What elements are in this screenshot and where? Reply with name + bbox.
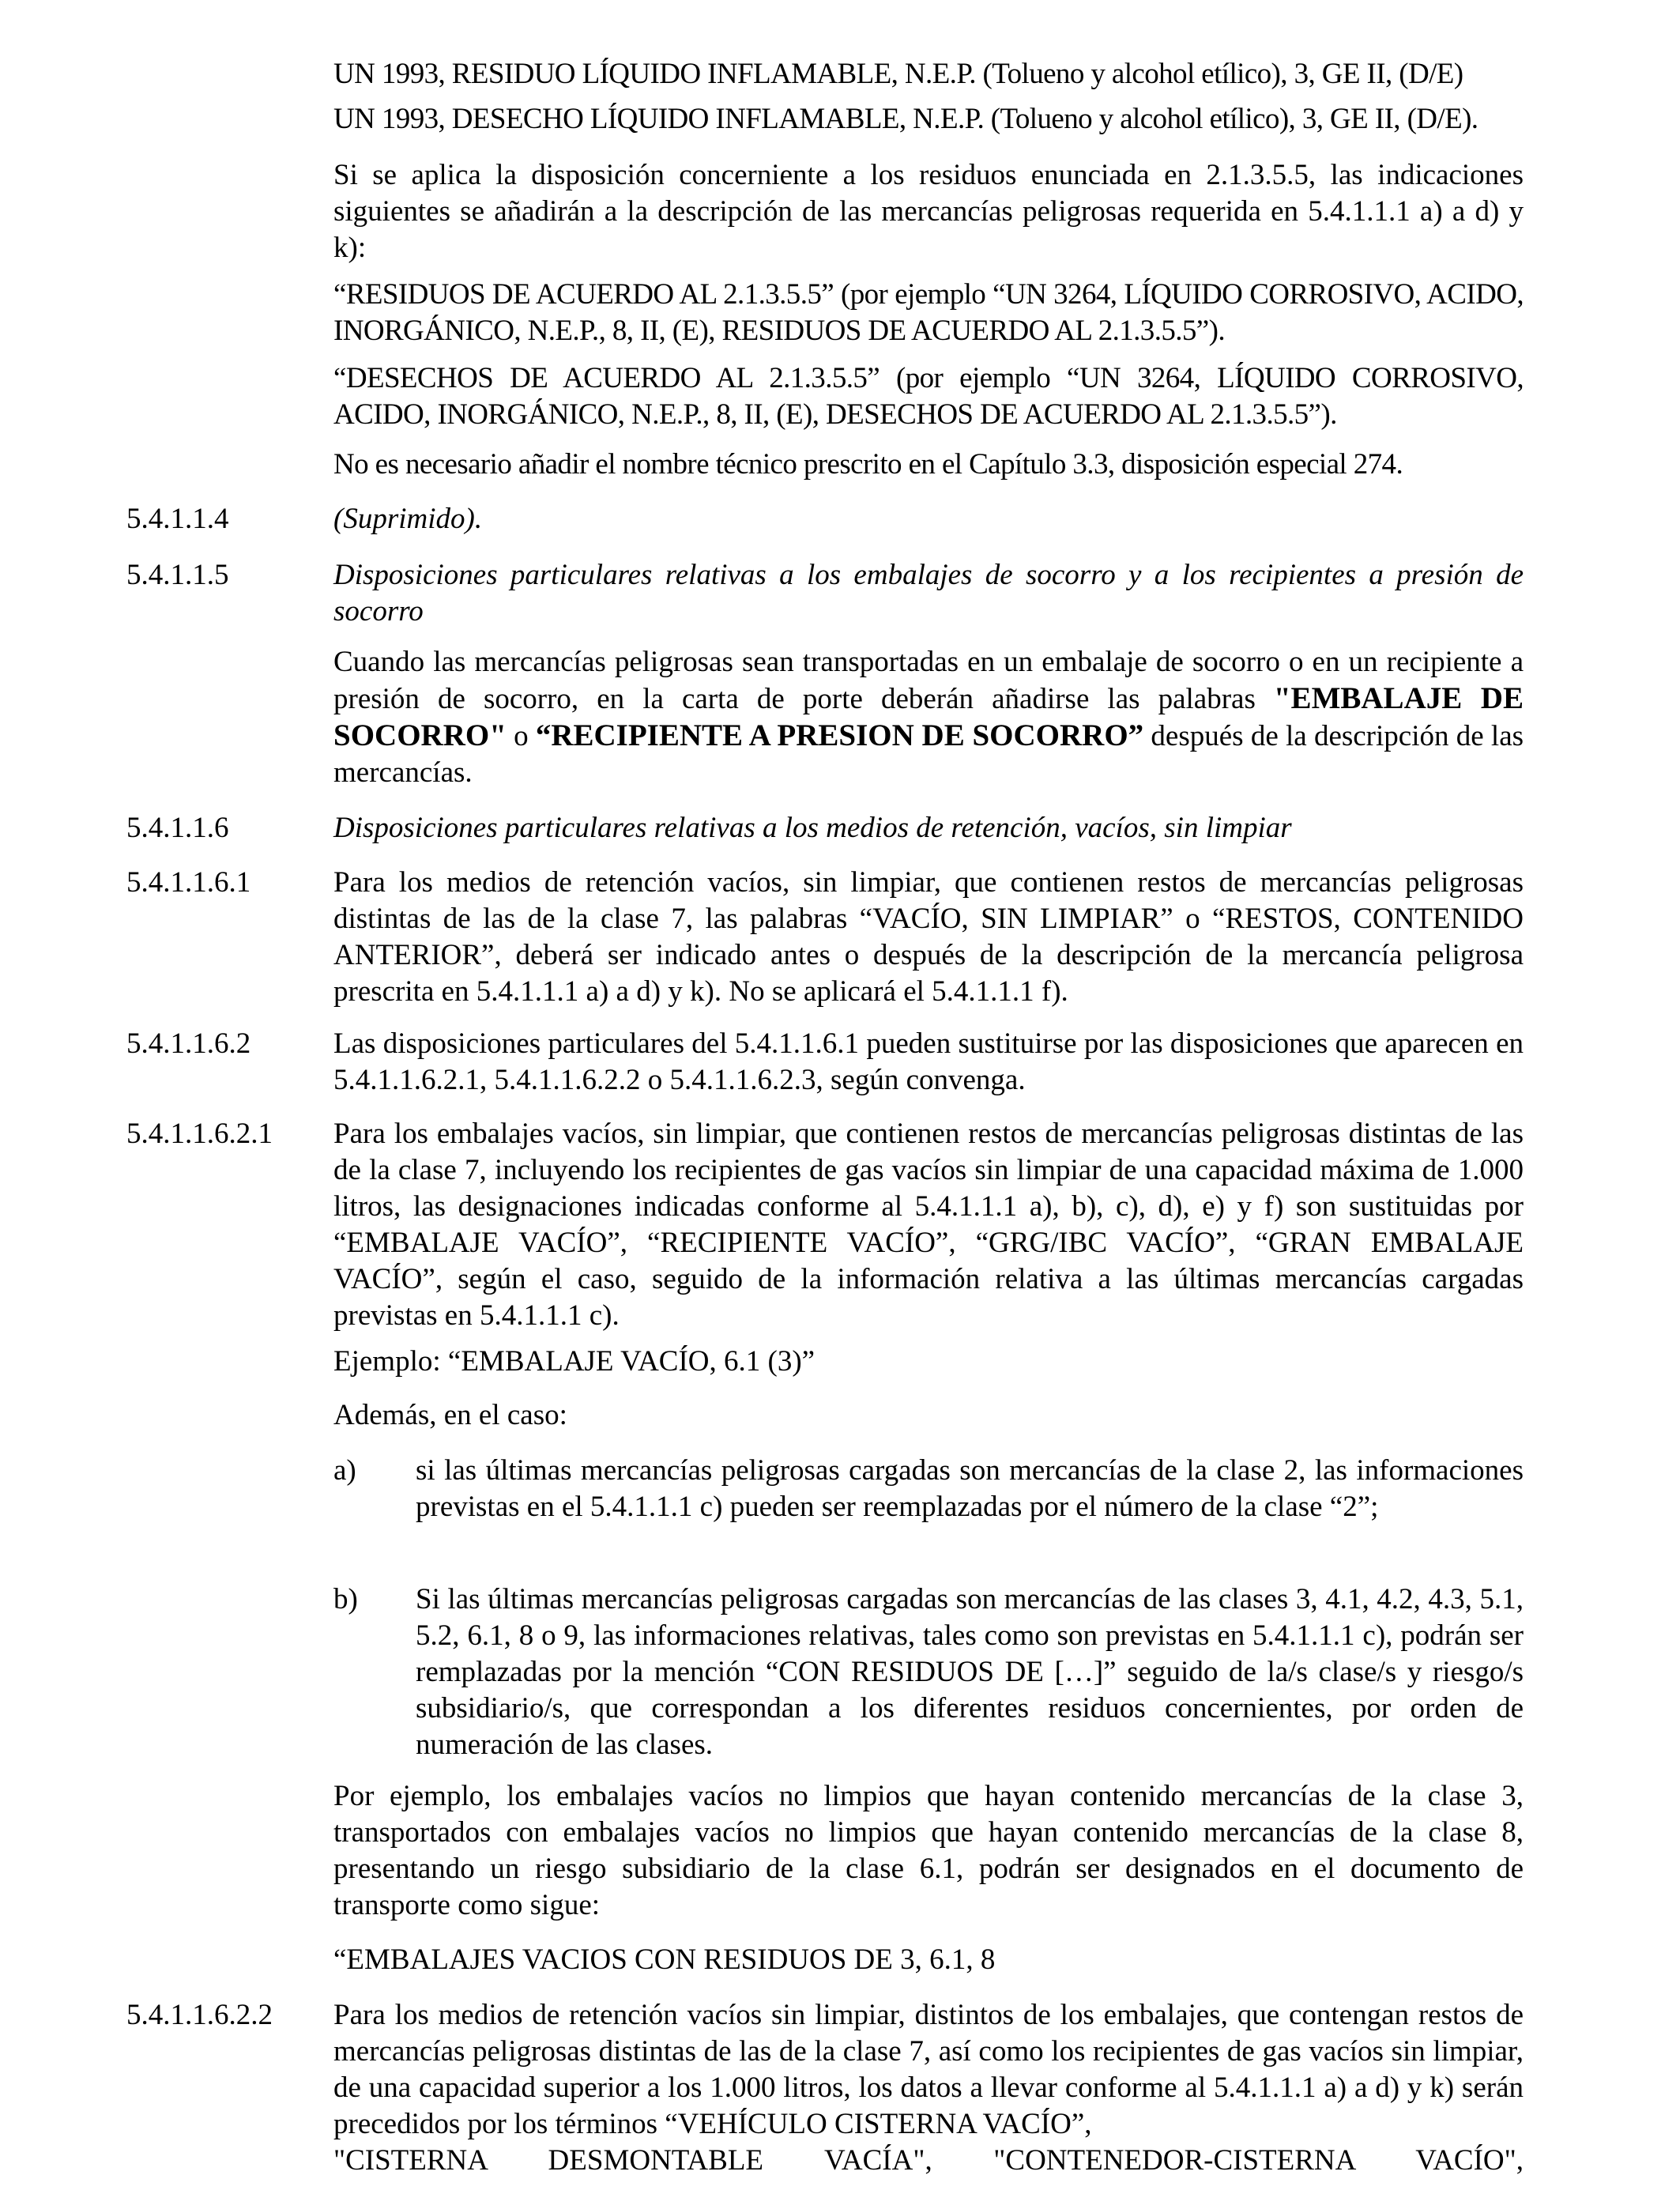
- bold-term: "EMBALAJE DE SOCORRO": [333, 681, 1524, 752]
- embalaje-socorro-paragraph: [333, 644, 1524, 791]
- ademas-line: Además, en el caso:: [333, 1399, 567, 1431]
- section-title: (Suprimido).: [333, 503, 483, 535]
- section-number: 5.4.1.1.5: [126, 559, 229, 591]
- section-text-last-line: "CISTERNA DESMONTABLE VACÍA", "CONTENEDOR-CISTERNA VACÍO",: [333, 2144, 1524, 2177]
- list-item-text: Si las últimas mercancías peligrosas cargadas son mercancías de las clases 3, 4.1, 4.2, 4.3, 5.1, 5.2, 6.1, 8 o 9, las informaciones relativas, tales como son previstas en 5.4.1.1.1 c), podrán ser remplazadas por la mención “CON RESIDUOS DE […]” seguido de la/s clase/s y riesgo/s subsidiario/s, que correspondan a los diferentes residuos concernientes, por orden de numeración de las clases.: [416, 1583, 1524, 1761]
- section-number: 5.4.1.1.6: [126, 812, 229, 844]
- por-ejemplo-paragraph: Por ejemplo, los embalajes vacíos no limpios que hayan contenido mercancías de la clase 3, transportados con embalajes vacíos no limpios que hayan contenido mercancías de la clase 8, presentando un riesgo subsidiario de la clase 6.1, podrán ser designados en el documento de transporte como sigue:: [333, 1780, 1524, 1921]
- section-text: Las disposiciones particulares del 5.4.1.1.6.1 pueden sustituirse por las disposiciones que aparecen en 5.4.1.1.6.2.1, 5.4.1.1.6.2.2 o 5.4.1.1.6.2.3, según convenga.: [333, 1027, 1524, 1096]
- ejemplo-line: Ejemplo: “EMBALAJE VACÍO, 6.1 (3)”: [333, 1345, 816, 1378]
- section-number: 5.4.1.1.6.1: [126, 866, 251, 899]
- residuos-paragraph: Si se aplica la disposición concerniente a los residuos enunciada en 2.1.3.5.5, las indicaciones siguientes se añadirán a la descripción de las mercancías peligrosas requerida en 5.4.1.1.1 a) a d) y k):: [333, 159, 1524, 264]
- section-text: Para los medios de retención vacíos, sin limpiar, que contienen restos de mercancías peligrosas distintas de las de la clase 7, las palabras “VACÍO, SIN LIMPIAR” o “RESTOS, CONTENIDO ANTERIOR”, deberá ser indicado antes o después de la descripción de la mercancía peligrosa prescrita en 5.4.1.1.1 a) a d) y k). No se aplicará el 5.4.1.1.1 f).: [333, 866, 1524, 1008]
- bold-term: “RECIPIENTE A PRESION DE SOCORRO”: [535, 718, 1144, 752]
- paragraph-text: Cuando las mercancías peligrosas sean transportadas en un embalaje de socorro o en un recipiente a presión de socorro, en la carta de porte deberán añadirse las palabras: [333, 646, 1524, 715]
- list-item-label: a): [333, 1454, 356, 1487]
- section-text: Para los medios de retención vacíos sin limpiar, distintos de los embalajes, que contengan restos de mercancías peligrosas distintas de las de la clase 7, así como los recipientes de gas vacíos sin limpiar, de una capacidad superior a los 1.000 litros, los datos a llevar conforme al 5.4.1.1.1 a) a d) y k) serán precedidos por los términos “VEHÍCULO CISTERNA VACÍO”,: [333, 1999, 1524, 2140]
- section-text: Para los embalajes vacíos, sin limpiar, que contienen restos de mercancías peligrosas distintas de las de la clase 7, incluyendo los recipientes de gas vacíos sin limpiar de una capacidad máxima de 1.000 litros, las designaciones indicadas conforme al 5.4.1.1.1 a), b), c), d), e) y f) son sustituidas por “EMBALAJE VACÍO”, “RECIPIENTE VACÍO”, “GRG/IBC VACÍO”, “GRAN EMBALAJE VACÍO”, según el caso, seguido de la información relativa a las últimas mercancías cargadas previstas en 5.4.1.1.1 c).: [333, 1118, 1524, 1332]
- conjunction: o: [506, 720, 536, 752]
- section-number: 5.4.1.1.6.2.2: [126, 1999, 273, 2031]
- section-number: 5.4.1.1.6.2: [126, 1027, 251, 1060]
- section-number: 5.4.1.1.4: [126, 503, 229, 535]
- designacion-line: “EMBALAJES VACIOS CON RESIDUOS DE 3, 6.1, 8: [333, 1943, 996, 1976]
- section-title: Disposiciones particulares relativas a los medios de retención, vacíos, sin limpiar: [333, 812, 1292, 844]
- un1993-desecho-line: UN 1993, DESECHO LÍQUIDO INFLAMABLE, N.E.P. (Tolueno y alcohol etílico), 3, GE II, (D/E).: [333, 103, 1478, 135]
- section-title: Disposiciones particulares relativas a los embalajes de socorro y a los recipientes a presión de socorro: [333, 559, 1524, 628]
- section-number: 5.4.1.1.6.2.1: [126, 1118, 273, 1150]
- paragraph-text: después de la descripción de las mercancías.: [333, 720, 1524, 789]
- list-item-label: b): [333, 1583, 358, 1615]
- desechos-quote: “DESECHOS DE ACUERDO AL 2.1.3.5.5” (por ejemplo “UN 3264, LÍQUIDO CORROSIVO, ACIDO, INORGÁNICO, N.E.P., 8, II, (E), DESECHOS DE ACUERDO AL 2.1.3.5.5”).: [333, 362, 1524, 431]
- nombre-tecnico-note: No es necesario añadir el nombre técnico prescrito en el Capítulo 3.3, disposición especial 274.: [333, 448, 1403, 481]
- list-item-text: si las últimas mercancías peligrosas cargadas son mercancías de la clase 2, las informaciones previstas en el 5.4.1.1.1 c) pueden ser reemplazadas por el número de la clase “2”;: [416, 1454, 1524, 1523]
- residuos-quote: “RESIDUOS DE ACUERDO AL 2.1.3.5.5” (por ejemplo “UN 3264, LÍQUIDO CORROSIVO, ACIDO, INORGÁNICO, N.E.P., 8, II, (E), RESIDUOS DE ACUERDO AL 2.1.3.5.5”).: [333, 278, 1524, 347]
- un1993-residuo-line: UN 1993, RESIDUO LÍQUIDO INFLAMABLE, N.E.P. (Tolueno y alcohol etílico), 3, GE II, (D/E): [333, 58, 1463, 90]
